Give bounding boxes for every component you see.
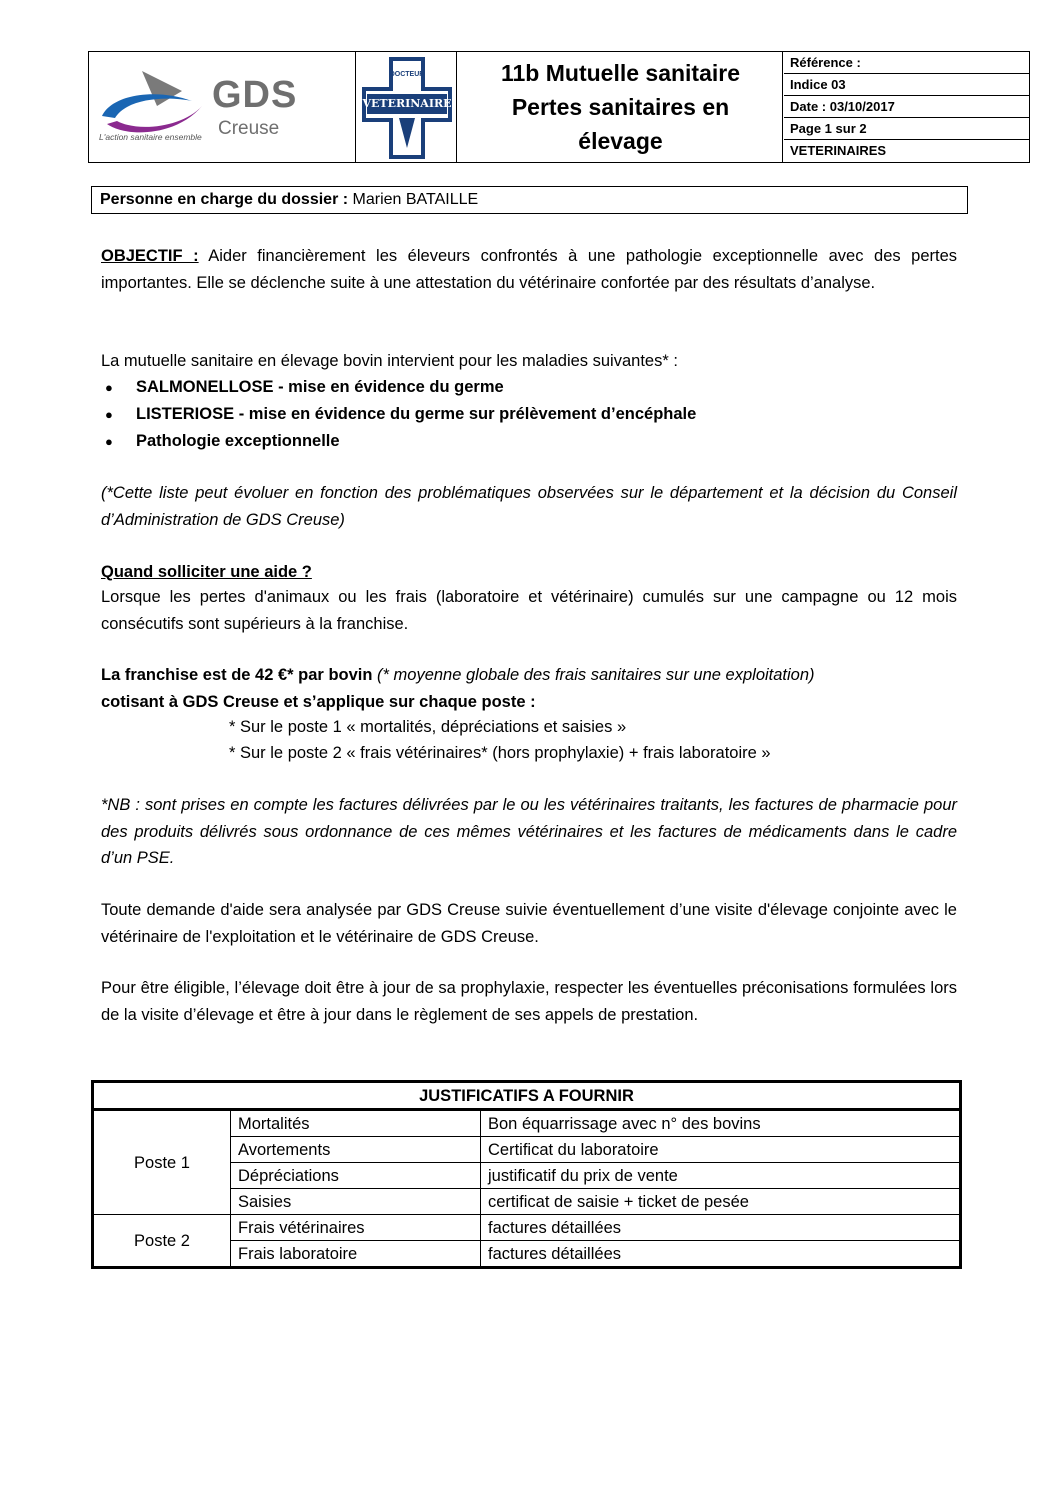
maladies-list bbox=[101, 374, 696, 455]
logo-tagline: L'action sanitaire ensemble bbox=[99, 132, 202, 142]
table-cell: Dépréciations bbox=[231, 1163, 481, 1189]
poste-1-cell: Poste 1 bbox=[93, 1110, 231, 1215]
objectif-paragraph bbox=[101, 243, 957, 296]
justificatifs-table bbox=[91, 1080, 962, 1269]
date-field: Date : 03/10/2017 bbox=[784, 96, 1030, 118]
vet-badge-top-text: DOCTEUR bbox=[389, 71, 425, 78]
table-cell: Bon équarrissage avec n° des bovins bbox=[481, 1110, 961, 1137]
document-metadata bbox=[784, 52, 1030, 162]
table-row bbox=[93, 1110, 961, 1137]
document-title bbox=[458, 52, 783, 162]
list-item: ● Pathologie exceptionnelle bbox=[101, 428, 696, 455]
audience-field: VETERINAIRES bbox=[790, 143, 887, 158]
gds-logo bbox=[97, 66, 347, 152]
document-header bbox=[88, 51, 1030, 163]
table-cell: Certificat du laboratoire bbox=[481, 1137, 961, 1163]
poste-2-cell: Poste 2 bbox=[93, 1215, 231, 1268]
maladies-intro: La mutuelle sanitaire en élevage bovin intervient pour les maladies suivantes* : bbox=[101, 352, 678, 370]
indice-field: Indice 03 bbox=[784, 74, 1030, 96]
table-cell: factures détaillées bbox=[481, 1241, 961, 1268]
table-cell: certificat de saisie + ticket de pesée bbox=[481, 1189, 961, 1215]
title-line-1: 11b Mutuelle sanitaire bbox=[500, 60, 741, 86]
table-cell: Mortalités bbox=[231, 1110, 481, 1137]
table-cell: factures détaillées bbox=[481, 1215, 961, 1241]
table-cell: Avortements bbox=[231, 1137, 481, 1163]
table-cell: Frais vétérinaires bbox=[231, 1215, 481, 1241]
demande-paragraph: Toute demande d'aide sera analysée par GDS Creuse suivie éventuellement d’une visite d'élevage conjointe avec le vétérinaire de l'exploitation et le vétérinaire de GDS Creuse. bbox=[101, 901, 957, 946]
liste-note: (*Cette liste peut évoluer en fonction des problématiques observées sur le département et la décision du Conseil d’Administration de GDS Creuse) bbox=[101, 484, 957, 529]
quand-heading: Quand solliciter une aide ? bbox=[101, 563, 312, 581]
table-cell: Saisies bbox=[231, 1189, 481, 1215]
logo-subtitle: Creuse bbox=[218, 118, 280, 139]
person-name: Marien BATAILLE bbox=[348, 191, 479, 208]
veterinaire-badge bbox=[361, 56, 453, 160]
logo-text: GDS bbox=[212, 74, 298, 116]
table-title: JUSTIFICATIFS A FOURNIR bbox=[93, 1082, 961, 1110]
reference-field: Référence : bbox=[784, 52, 1030, 74]
table-cell: Frais laboratoire bbox=[231, 1241, 481, 1268]
quand-text: Lorsque les pertes d'animaux ou les frais (laboratoire et vétérinaire) cumulés sur une campagne ou 12 mois consécutifs sont supérieurs à la franchise. bbox=[101, 588, 957, 633]
franchise-poste-1: * Sur le poste 1 « mortalités, dépréciations et saisies » bbox=[229, 718, 627, 736]
person-in-charge bbox=[91, 186, 968, 214]
eligible-paragraph: Pour être éligible, l’élevage doit être à jour de sa prophylaxie, respecter les éventuelles préconisations formulées lors de la visite d’élevage et être à jour dans le règlement de ses appels de prestation. bbox=[101, 979, 957, 1024]
vet-badge-text: VETERINAIRE bbox=[362, 97, 452, 110]
nb-paragraph: *NB : sont prises en compte les factures délivrées par le ou les vétérinaires traitants, les factures de pharmacie pour des produits délivrés sous ordonnance de ces mêmes vétérinaires et les factures de médicaments dans le cadre d’un PSE. bbox=[101, 796, 957, 867]
objectif-label: OBJECTIF : bbox=[101, 247, 199, 265]
table-cell: justificatif du prix de vente bbox=[481, 1163, 961, 1189]
list-item: ● SALMONELLOSE - mise en évidence du germe bbox=[101, 374, 696, 401]
list-item: ● LISTERIOSE - mise en évidence du germe sur prélèvement d’encéphale bbox=[101, 401, 696, 428]
title-line-2: Pertes sanitaires en bbox=[511, 94, 730, 120]
person-label: Personne en charge du dossier : bbox=[100, 191, 349, 208]
page-field: Page 1 sur 2 bbox=[784, 118, 1030, 140]
objectif-text: Aider financièrement les éleveurs confrontés à une pathologie exceptionnelle avec des pertes importantes. Elle se déclenche suite à une attestation du vétérinaire confortée par des résultats d’analyse. bbox=[101, 247, 958, 292]
table-row bbox=[93, 1215, 961, 1241]
franchise-poste-2: * Sur le poste 2 « frais vétérinaires* (hors prophylaxie) + frais laboratoire » bbox=[229, 744, 771, 762]
franchise-paragraph: La franchise est de 42 €* par bovin (* moyenne globale des frais sanitaires sur une exploitation) cotisant à GDS Creuse et s’applique sur chaque poste : bbox=[101, 666, 815, 711]
title-line-3: élevage bbox=[578, 128, 663, 154]
